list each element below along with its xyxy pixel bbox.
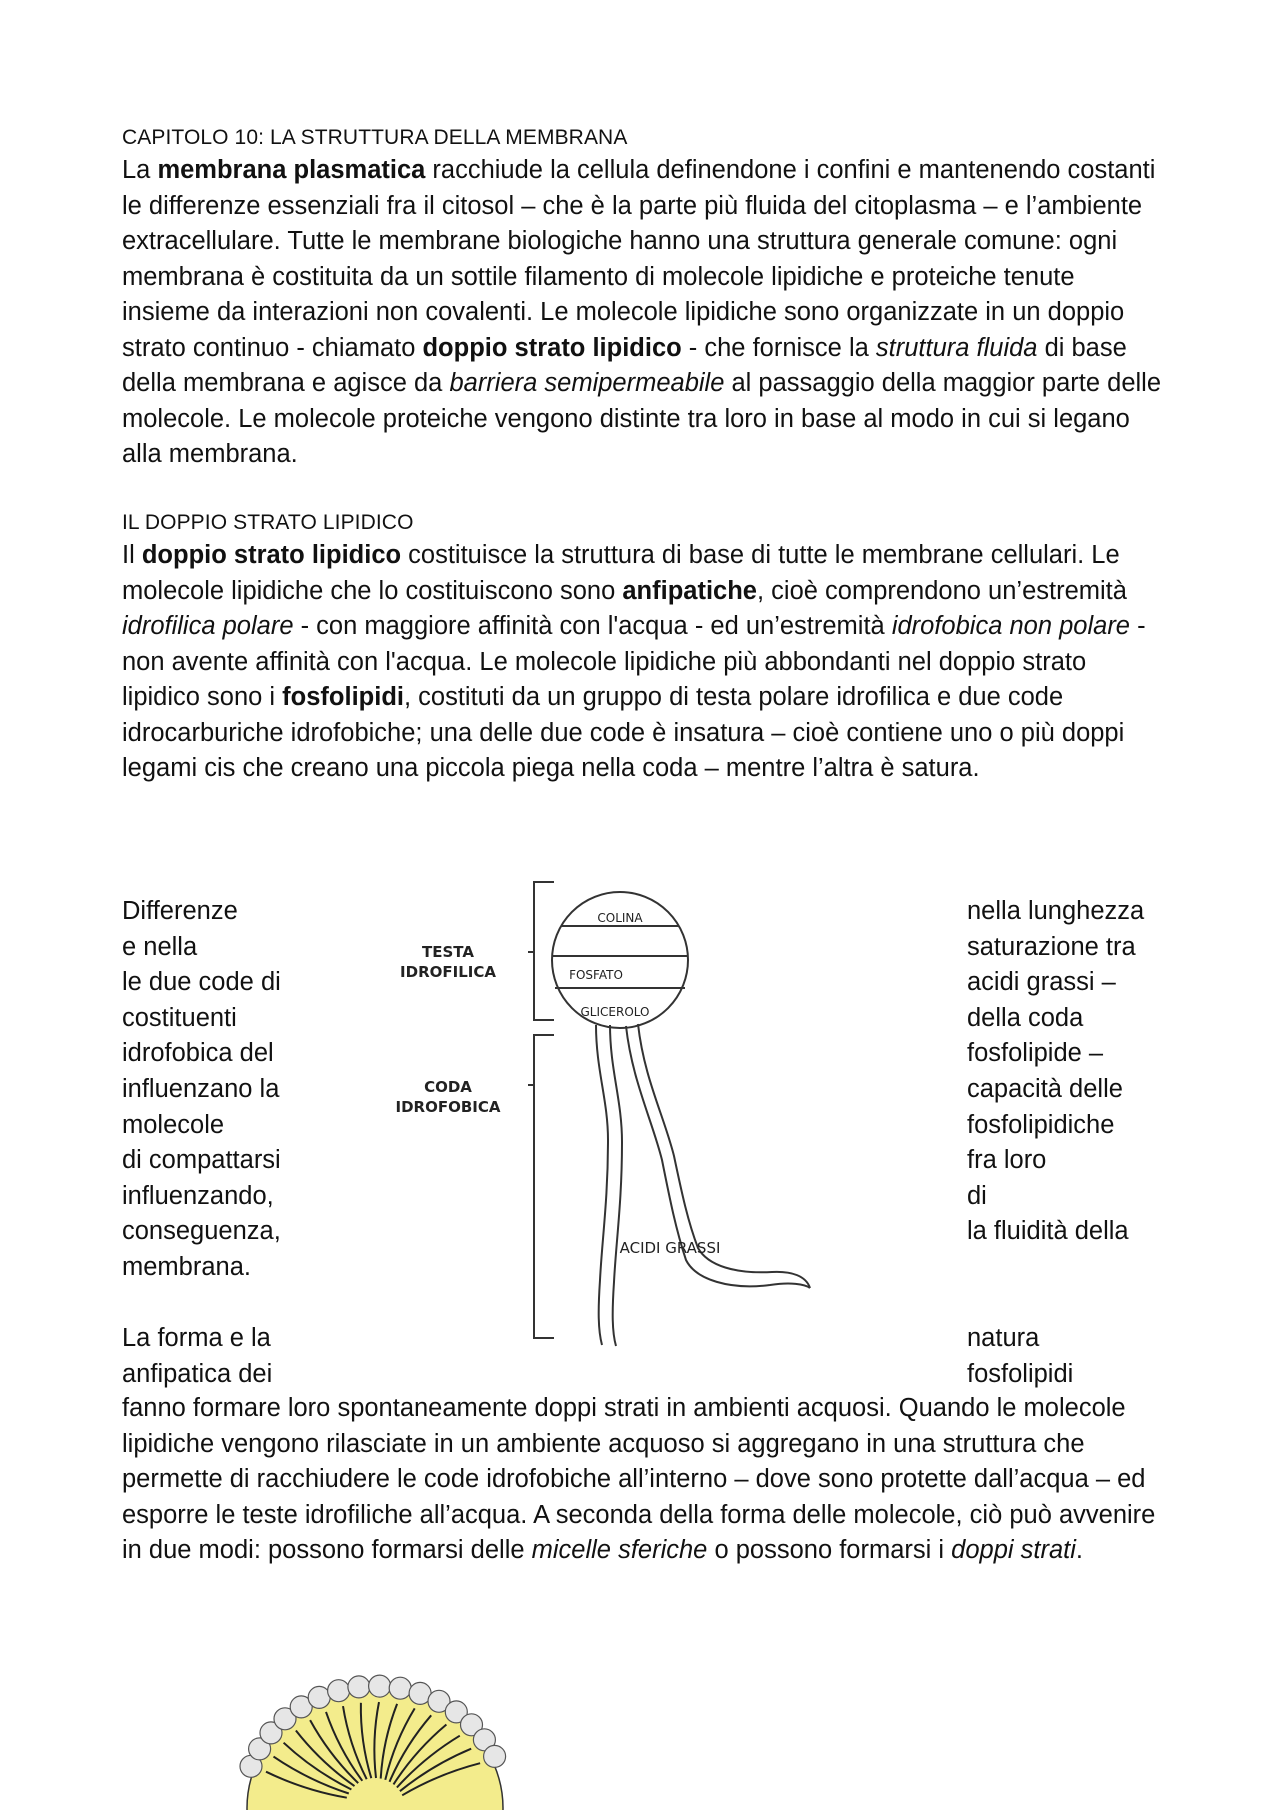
left-line: di compattarsi — [122, 1146, 281, 1175]
text-run: , cioè comprendono un’estremità — [757, 576, 1127, 605]
fatty-acid-tail-left — [610, 1025, 622, 1346]
italic-term: barriera semipermeabile — [449, 369, 725, 397]
italic-term: idrofobica non polare — [891, 612, 1130, 640]
lipid-head — [348, 1676, 370, 1698]
text-run: - con maggiore affinità con l'acqua - ed un’estremità — [293, 612, 892, 640]
lipid-head — [484, 1745, 506, 1767]
left-line: La forma e la — [122, 1324, 271, 1353]
text-run: al passaggio della maggior parte delle molecole. Le molecole proteiche vengono distinte tra loro in base al modo in cui si legano alla membrana. — [122, 369, 1162, 468]
left-line: anfipatica dei — [122, 1359, 273, 1388]
right-line: la fluidità della — [967, 1217, 1129, 1246]
colina-label: COLINA — [597, 911, 643, 925]
text-run: - non avente affinità con l'acqua. Le molecole lipidiche più abbondanti nel doppio strato lipidico sono i — [122, 612, 1146, 711]
head-bracket — [534, 882, 554, 1020]
section-title: IL DOPPIO STRATO LIPIDICO — [122, 511, 414, 534]
lipid-head — [389, 1677, 411, 1699]
left-line: membrana. — [122, 1252, 251, 1281]
right-line: fosfolipidiche — [967, 1110, 1115, 1139]
right-line: natura — [967, 1324, 1040, 1353]
closing-paragraph — [122, 1391, 1167, 1569]
text-run: - che fornisce la — [681, 333, 876, 362]
glicerolo-label: GLICEROLO — [580, 1005, 650, 1019]
right-text-column — [967, 894, 1144, 1392]
left-line: influenzando, — [122, 1181, 274, 1210]
right-line: della coda — [967, 1003, 1084, 1032]
left-line: conseguenza, — [122, 1217, 281, 1246]
italic-term: doppi strati — [951, 1536, 1076, 1564]
chapter-title: CAPITOLO 10: LA STRUTTURA DELLA MEMBRANA — [122, 126, 628, 149]
section-paragraph — [122, 538, 1167, 787]
text-run: . — [1075, 1536, 1083, 1564]
italic-term: micelle sferiche — [531, 1536, 708, 1564]
tail-bracket — [534, 1035, 554, 1338]
right-line: fosfolipide – — [967, 1039, 1104, 1068]
micelle-illustration — [225, 1670, 525, 1810]
left-text-column — [122, 894, 281, 1392]
right-line — [967, 1250, 1144, 1286]
text-run: La — [122, 156, 158, 184]
text-run: di base della membrana e agisce da — [122, 333, 1127, 397]
italic-term: idrofilica polare — [122, 612, 294, 640]
left-line: influenzano la — [122, 1074, 280, 1103]
text-run: racchiude la cellula definendone i confini e mantenendo costanti le differenze essenziali fra il citosol – che è la parte più fluida del citoplasma – e l’ambiente extracellulare. Tutte le membrane biologiche hanno una struttura generale comune: ogni membrana è costituita da un sottile filamento di molecole lipidiche e proteiche tenute insieme da interazioni non covalenti. Le molecole lipidiche sono organizzate in un doppio strato continuo - chiamato — [122, 156, 1156, 362]
text-run: Il — [122, 541, 142, 569]
text-run: fanno formare loro spontaneamente doppi strati in ambienti acquosi. Quando le molecole lipidiche vengono rilasciate in un ambiente acquoso si aggregano in una struttura che permette di racchiudere le code idrofobiche all’interno – dove sono protette dall’acqua – ed esporre le teste idrofiliche all’acqua. A seconda della forma delle molecole, ciò può avvenire in due modi: possono formarsi delle — [122, 1394, 1156, 1564]
tail-label: IDROFOBICA — [395, 1098, 501, 1116]
left-line: e nella — [122, 932, 198, 961]
head-label: IDROFILICA — [400, 963, 496, 981]
head-label: TESTA — [422, 943, 474, 961]
right-line: fra loro — [967, 1146, 1047, 1175]
right-line: saturazione tra — [967, 932, 1136, 961]
italic-term: struttura fluida — [875, 333, 1038, 362]
bold-term: membrana plasmatica — [157, 156, 426, 184]
intro-paragraph — [122, 153, 1167, 473]
right-line: fosfolipidi — [967, 1359, 1074, 1388]
left-line: Differenze — [122, 897, 238, 925]
text-run: o possono formarsi i — [707, 1536, 952, 1564]
left-line: le due code di — [122, 968, 281, 997]
bold-term: anfipatiche — [622, 576, 757, 605]
bold-term: doppio strato lipidico — [422, 333, 682, 362]
right-line: capacità delle — [967, 1074, 1123, 1103]
lipid-head — [308, 1686, 330, 1708]
lipid-head — [328, 1680, 350, 1702]
lipid-head — [369, 1675, 391, 1697]
left-line: molecole — [122, 1110, 225, 1139]
right-line: di — [967, 1181, 987, 1210]
right-line — [967, 1286, 1144, 1322]
left-line: costituenti — [122, 1003, 237, 1032]
text-run: , costituti da un gruppo di testa polare idrofilica e due code idrocarburiche idrofobiche; una delle due code è insatura – cioè contiene uno o più doppi legami cis che creano una piccola piega nella coda – mentre l’altra è satura. — [122, 683, 1125, 782]
fatty-acid-tail-left — [596, 1025, 608, 1345]
left-line: idrofobica del — [122, 1039, 274, 1068]
fosfato-label: FOSFATO — [569, 968, 623, 982]
right-line: acidi grassi – — [967, 968, 1116, 997]
bold-term: fosfolipidi — [282, 683, 404, 711]
text-run: costituisce la struttura di base di tutte le membrane cellulari. Le molecole lipidiche che lo costituiscono sono — [122, 541, 1120, 605]
left-line — [122, 1286, 281, 1322]
right-line: nella lunghezza — [967, 897, 1145, 925]
tail-label: CODA — [424, 1078, 472, 1096]
phospholipid-diagram — [370, 880, 940, 1360]
bold-term: doppio strato lipidico — [141, 541, 402, 569]
acidi-grassi-label: ACIDI GRASSI — [619, 1239, 721, 1257]
